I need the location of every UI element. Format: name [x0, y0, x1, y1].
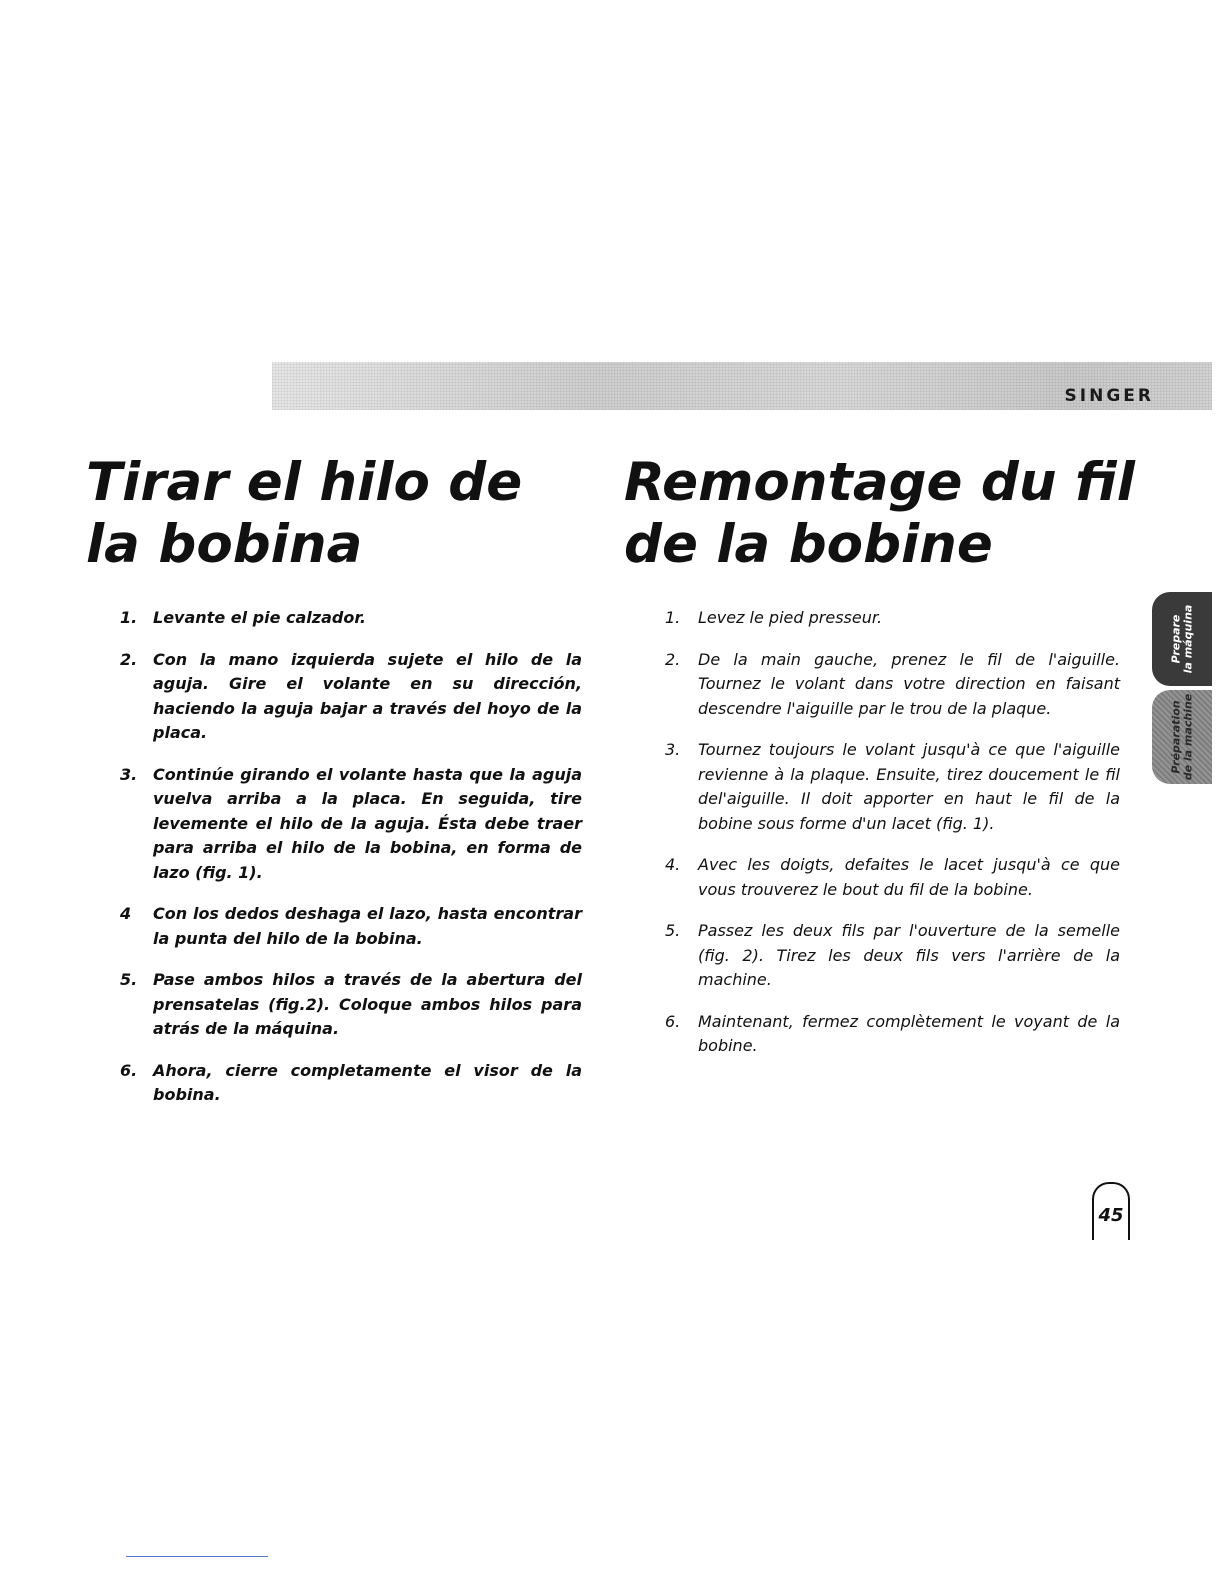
section-tab-preparation [1152, 690, 1212, 784]
step-text: Con los dedos deshaga el lazo, hasta encontrar la punta del hilo de la bobina. [153, 904, 582, 948]
tab-line: Préparation [1169, 700, 1182, 774]
step-number: 6. [120, 1060, 138, 1080]
section-tab-label [1170, 694, 1194, 781]
step-item [665, 648, 1120, 722]
step-number: 4 [120, 904, 132, 923]
step-item [120, 763, 582, 886]
step-text: Passez les deux fils par l'ouverture de la semelle (fig. 2). Tirez les deux fils vers l'arrière de la machine. [698, 921, 1120, 989]
spanish-title: Tirar el hilo de la bobina [86, 452, 523, 575]
step-text: Avec les doigts, defaites le lacet jusqu'à ce que vous trouverez le bout du fil de la bobine. [698, 855, 1120, 899]
step-text: De la main gauche, prenez le fil de l'aiguille. Tournez le volant dans votre direction en faisant descendre l'aiguille par le trou de la plaque. [698, 649, 1120, 718]
step-item [120, 606, 582, 631]
step-number: 5. [120, 970, 138, 989]
step-item [665, 1010, 1120, 1059]
section-tab-label [1170, 605, 1194, 674]
step-text: Levante el pie calzador. [153, 608, 367, 627]
step-text: Con la mano izquierda sujete el hilo de la aguja. Gire el volante en su dirección, haciendo la aguja bajar a través del hoyo de la placa. [153, 649, 582, 742]
step-number: 3. [665, 740, 681, 759]
step-number: 1. [665, 608, 681, 627]
step-number: 4. [665, 855, 681, 874]
french-title: Remontage du fil de la bobine [624, 452, 1135, 575]
tab-line: de la machine [1181, 693, 1194, 781]
step-text: Ahora, cierre completamente el visor de la bobina. [153, 1060, 582, 1104]
french-steps [665, 606, 1120, 1059]
page-number: 45 [1092, 1182, 1130, 1240]
step-number: 6. [665, 1011, 681, 1031]
step-item [120, 902, 582, 951]
brand-logo: SINGER [1064, 386, 1154, 406]
step-number: 2. [120, 649, 138, 669]
step-item [120, 1059, 582, 1108]
step-item [120, 968, 582, 1042]
step-item [665, 853, 1120, 902]
step-item [665, 738, 1120, 836]
step-text: Tournez toujours le volant jusqu'à ce que l'aiguille revienne à la plaque. Ensuite, tirez doucement le fil del'aiguille. Il doit apporter en haut le fil de la bobine sous forme d'un lacet (fig. 1). [698, 740, 1120, 833]
spanish-steps [120, 606, 582, 1108]
step-item [120, 648, 582, 746]
step-text: Continúe girando el volante hasta que la aguja vuelva arriba a la placa. En seguida, tire levemente el hilo de la aguja. Ésta debe traer para arriba el hilo de la bobina, en forma de lazo (fig. 1). [153, 764, 582, 882]
step-number: 2. [665, 649, 681, 669]
step-text: Pase ambos hilos a través de la abertura del prensatelas (fig.2). Coloque ambos hilos para atrás de la máquina. [153, 970, 582, 1038]
tab-line: Prepare [1169, 614, 1183, 664]
tab-line: la máquina [1181, 604, 1195, 674]
step-item [665, 919, 1120, 993]
step-item [665, 606, 1120, 631]
header-band [272, 362, 1212, 410]
step-number: 1. [120, 608, 138, 627]
step-text: Levez le pied presseur. [698, 608, 883, 627]
step-number: 3. [120, 764, 138, 784]
footer-divider [126, 1556, 268, 1557]
step-number: 5. [665, 921, 681, 940]
step-text: Maintenant, fermez complètement le voyant de la bobine. [698, 1011, 1120, 1055]
section-tab-prepare [1152, 592, 1212, 686]
